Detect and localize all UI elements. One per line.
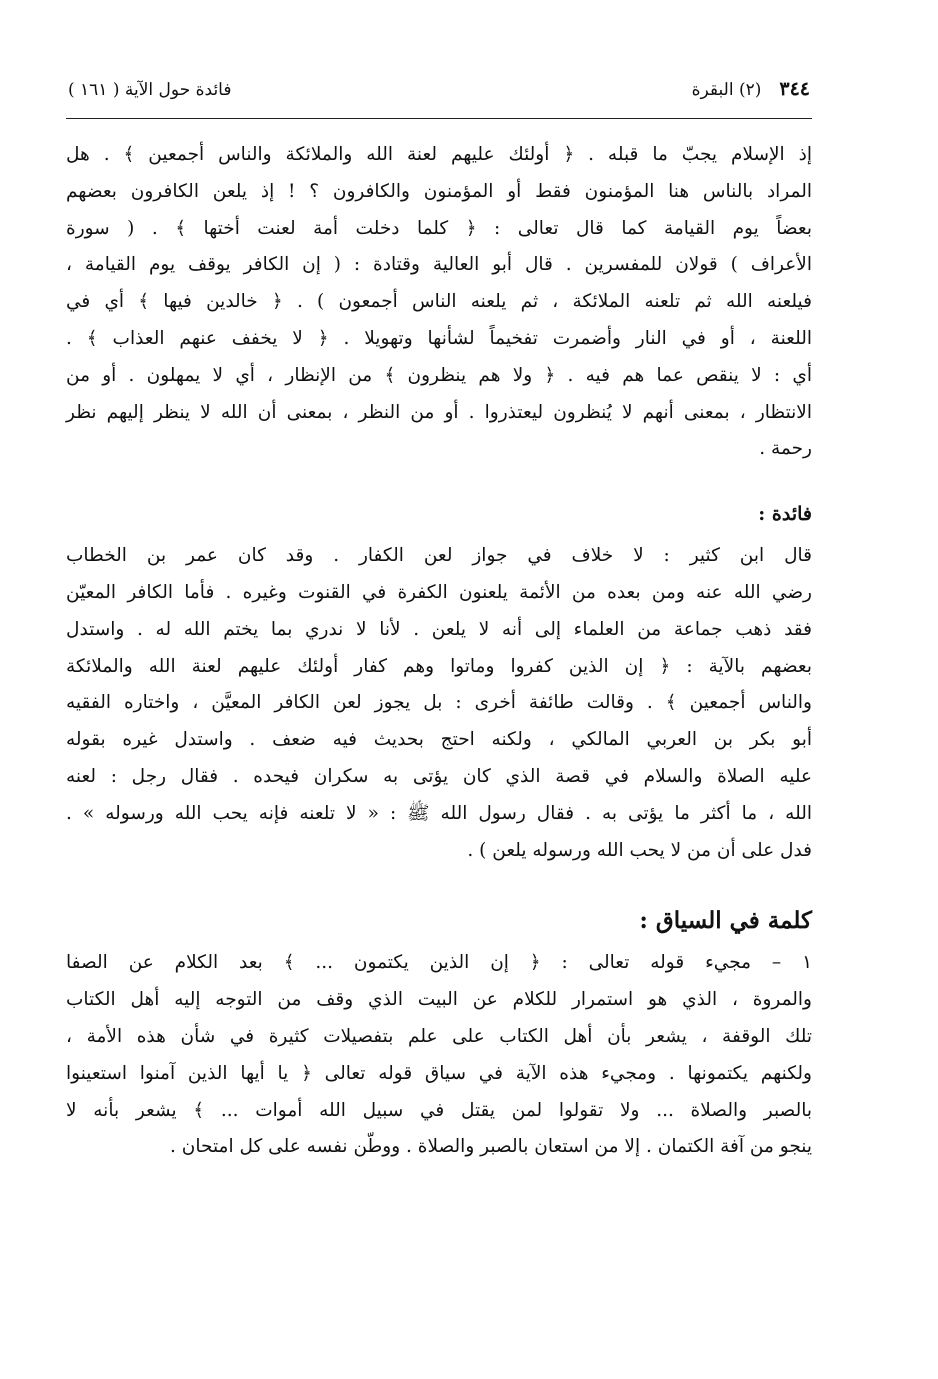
text-line: أي : لا ينقص عما هم فيه . ﴿ ولا هم ينظرون ﴾ من الإنظار ، أي لا يمهلون . أو من [66, 364, 812, 386]
text-line: تلك الوقفة ، يشعر بأن أهل الكتاب على علم بتفصيلات كثيرة في شأن هذه الأمة ، [66, 1025, 812, 1047]
paragraph-3 [66, 945, 812, 1166]
text-line: الله ، ما أكثر ما يؤتى به . فقال رسول الله ﷺ : « لا تلعنه فإنه يحب الله ورسوله » . [66, 802, 812, 824]
text-line: أبو بكر بن العربي المالكي ، ولكنه احتج بحديث فيه ضعف . واستدل غيره بقوله [66, 729, 812, 751]
text-line: المراد بالناس هنا المؤمنون فقط أو المؤمنون والكافرون ؟ ! إذ يلعن الكافرون بعضهم [66, 180, 812, 202]
body-text [66, 137, 812, 1166]
text-line: فدل على أن من لا يحب الله ورسوله يلعن ) . [467, 839, 812, 861]
paragraph-1 [66, 137, 812, 468]
text-line: اللعنة ، أو في النار وأضمرت تفخيماً لشأنها وتهويلا . ﴿ لا يخفف عنهم العذاب ﴾ . [66, 327, 812, 349]
header-right [692, 78, 810, 100]
text-line: عليه الصلاة والسلام في قصة الذي كان يؤتى به سكران فيحده . فقال رجل : لعنه [66, 765, 812, 787]
text-line: قال ابن كثير : لا خلاف في جواز لعن الكفار . وقد كان عمر بن الخطاب [66, 545, 812, 567]
text-line: ينجو من آفة الكتمان . إلا من استعان بالصبر والصلاة . ووطّن نفسه على كل امتحان . [170, 1136, 812, 1158]
text-line: ولكنهم يكتمونها . ومجيء هذه الآية في سياق قوله تعالى ﴿ يا أيها الذين آمنوا استعينوا [66, 1062, 812, 1084]
topic-title: فائدة حول الآية ( ١٦١ ) [68, 80, 232, 100]
text-line: الأعراف ) قولان للمفسرين . قال أبو العالية وقتادة : ( إن الكافر يوقف يوم القيامة ، [66, 254, 812, 276]
section-heading-context: كلمة في السياق : [639, 907, 812, 935]
text-line: إذ الإسلام يجبّ ما قبله . ﴿ أولئك عليهم لعنة الله والملائكة والناس أجمعين ﴾ . هل [66, 144, 812, 165]
text-line: والمروة ، الذي هو استمرار للكلام عن البيت الذي وقف من التوجه إليه أهل الكتاب [66, 989, 812, 1011]
text-line: الانتظار ، بمعنى أنهم لا يُنظرون ليعتذروا . أو من النظر ، بمعنى أن الله لا ينظر إليهم نظر [66, 401, 812, 423]
text-line: فيلعنه الله ثم تلعنه الملائكة ، ثم يلعنه الناس أجمعون ) . ﴿ خالدين فيها ﴾ أي في [66, 291, 812, 313]
paragraph-2 [66, 538, 812, 869]
text-line: بالصبر والصلاة ... ولا تقولوا لمن يقتل في سبيل الله أموات ... ﴾ يشعر بأنه لا [66, 1099, 812, 1121]
text-line: بعضهم بالآية : ﴿ إن الذين كفروا وماتوا وهم كفار أولئك عليهم لعنة الله والملائكة [66, 655, 812, 677]
book-page [66, 78, 812, 1166]
text-line: ١ – مجيء قوله تعالى : ﴿ إن الذين يكتمون ... ﴾ بعد الكلام عن الصفا [66, 952, 812, 974]
chapter-title: (٢) البقرة [691, 80, 762, 100]
text-line: رحمة . [759, 438, 812, 460]
page-number: ٣٤٤ [779, 78, 810, 100]
section-heading-faida: فائدة : [758, 503, 812, 526]
text-line: بعضاً يوم القيامة كما قال تعالى : ﴿ كلما دخلت أمة لعنت أختها ﴾ . ( سورة [66, 217, 812, 239]
page-header [66, 78, 812, 119]
text-line: والناس أجمعين ﴾ . وقالت طائفة أخرى : بل يجوز لعن الكافر المعيَّن ، واختاره الفقيه [66, 692, 812, 714]
text-line: فقد ذهب جماعة من العلماء إلى أنه لا يلعن . لأنا لا ندري بما يختم الله له . واستدل [66, 618, 812, 640]
text-line: رضي الله عنه ومن بعده من الأئمة يلعنون الكفرة في القنوت وغيره . فأما الكافر المعيّن [66, 581, 812, 603]
